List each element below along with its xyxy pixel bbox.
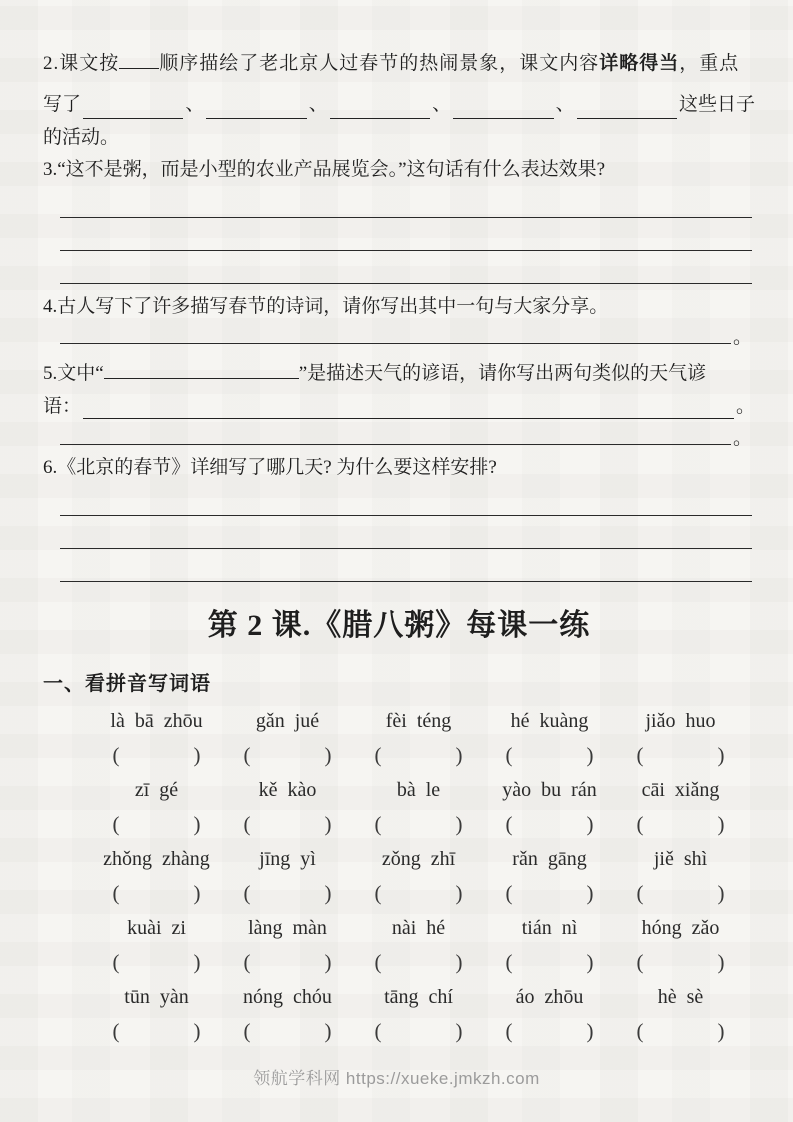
question-3 <box>43 157 755 284</box>
list-separator: 、 <box>432 94 452 115</box>
paren-close: ) <box>586 812 594 836</box>
answer-parentheses <box>637 808 725 840</box>
line-period: 。 <box>732 327 752 348</box>
pinyin-item <box>91 978 222 1047</box>
answer-line <box>60 320 752 348</box>
answer-parentheses <box>113 1015 201 1047</box>
question-6-text: 6.《北京的春节》详细写了哪几天? 为什么要这样安排? <box>43 457 497 478</box>
paren-close: ) <box>717 812 725 836</box>
pinyin-item <box>353 702 484 771</box>
answer-parentheses <box>506 946 594 978</box>
pinyin-item <box>484 909 615 978</box>
question-4 <box>43 294 755 348</box>
answer-parentheses <box>375 739 463 771</box>
paren-open: ( <box>505 950 513 974</box>
answer-parentheses <box>637 739 725 771</box>
question-2-line-3 <box>43 125 755 151</box>
paren-close: ) <box>586 1019 594 1043</box>
paren-open: ( <box>243 1019 251 1043</box>
paren-close: ) <box>717 950 725 974</box>
pinyin-text: tāng chí <box>384 986 453 1008</box>
paren-open: ( <box>243 743 251 767</box>
q5-text-end: 是描述天气的谚语，请你写出两句类似的天气谚 <box>307 363 707 384</box>
paren-open: ( <box>243 812 251 836</box>
pinyin-item <box>615 909 746 978</box>
paren-open: ( <box>112 812 120 836</box>
pinyin-text: nóng chóu <box>243 986 332 1008</box>
pinyin-text: zhǒng zhàng <box>103 848 210 870</box>
question-2-line-1 <box>43 48 755 77</box>
pinyin-item <box>91 771 222 840</box>
paren-open: ( <box>636 812 644 836</box>
paren-close: ) <box>324 743 332 767</box>
answer-parentheses <box>244 739 332 771</box>
fill-in-blank <box>104 358 299 379</box>
paren-open: ( <box>636 743 644 767</box>
pinyin-text: làng màn <box>248 917 327 939</box>
pinyin-text: jiǎo huo <box>645 710 716 732</box>
answer-line <box>60 419 752 449</box>
paren-close: ) <box>586 950 594 974</box>
answer-parentheses <box>637 946 725 978</box>
q2-bold-phrase: 详略得当 <box>599 53 680 74</box>
answer-parentheses <box>506 808 594 840</box>
fill-in-blank <box>119 48 159 69</box>
question-2 <box>43 48 755 151</box>
pinyin-item <box>222 978 353 1047</box>
paren-open: ( <box>636 1019 644 1043</box>
fill-in-blank <box>83 397 734 419</box>
paren-open: ( <box>112 1019 120 1043</box>
paren-open: ( <box>636 881 644 905</box>
list-separator: 、 <box>555 94 575 115</box>
answer-rule <box>60 320 731 344</box>
line-period: 。 <box>732 428 752 449</box>
paren-close: ) <box>193 812 201 836</box>
paren-close: ) <box>717 881 725 905</box>
pinyin-text: kuài zi <box>127 917 186 939</box>
pinyin-item <box>353 978 484 1047</box>
pinyin-item <box>222 909 353 978</box>
pinyin-item <box>91 909 222 978</box>
answer-rule <box>60 419 731 445</box>
pinyin-item <box>353 771 484 840</box>
pinyin-text: hé kuàng <box>510 710 589 732</box>
question-5-line-2 <box>43 395 755 419</box>
question-2-line-2 <box>43 91 755 119</box>
pinyin-text: zī gé <box>134 779 179 801</box>
paren-open: ( <box>112 881 120 905</box>
paren-open: ( <box>505 812 513 836</box>
paren-open: ( <box>374 881 382 905</box>
q2-text-mid: 顺序描绘了老北京人过春节的热闹景象，课文内容 <box>159 53 600 74</box>
paren-open: ( <box>374 950 382 974</box>
answer-parentheses <box>375 808 463 840</box>
answer-parentheses <box>244 877 332 909</box>
fill-in-blank <box>453 98 553 119</box>
watermark-text: 领航学科网 https://xueke.jmkzh.com <box>253 1069 540 1088</box>
line-period: 。 <box>735 396 755 417</box>
paren-open: ( <box>374 743 382 767</box>
answer-line <box>60 483 752 516</box>
paren-close: ) <box>324 950 332 974</box>
pinyin-text: tián nì <box>521 917 578 939</box>
answer-parentheses <box>113 946 201 978</box>
answer-line <box>60 549 752 582</box>
paren-open: ( <box>243 881 251 905</box>
pinyin-text: yào bu rán <box>502 779 597 801</box>
pinyin-text: bà le <box>396 779 441 801</box>
pinyin-text: hè sè <box>657 986 704 1008</box>
pinyin-text: jiě shì <box>653 848 708 870</box>
pinyin-text: áo zhōu <box>515 986 584 1008</box>
pinyin-text: là bā zhōu <box>110 710 203 732</box>
answer-line <box>60 516 752 549</box>
pinyin-text: fèi téng <box>385 710 452 732</box>
paren-open: ( <box>636 950 644 974</box>
question-5-line-1 <box>43 358 755 387</box>
paren-open: ( <box>112 950 120 974</box>
watermark-footer <box>0 1064 793 1089</box>
list-separator: 、 <box>308 94 328 115</box>
section-1-header: 一、看拼音写词语 <box>43 673 211 695</box>
fill-in-blank <box>206 98 306 119</box>
answer-line <box>60 185 752 218</box>
paren-close: ) <box>455 950 463 974</box>
q5-line2-prefix: 语： <box>43 396 82 417</box>
q5-text-start: 5.文中 <box>43 363 96 384</box>
paren-close: ) <box>717 1019 725 1043</box>
pinyin-text: tūn yàn <box>124 986 189 1008</box>
pinyin-word-grid <box>91 702 746 1047</box>
question-3-text: 3.“这不是粥，而是小型的农业产品展览会。”这句话有什么表达效果? <box>43 159 606 180</box>
pinyin-item <box>91 840 222 909</box>
pinyin-item <box>222 840 353 909</box>
fill-in-blank <box>83 98 183 119</box>
paren-close: ) <box>324 1019 332 1043</box>
question-6 <box>43 455 755 582</box>
fill-in-blank <box>330 98 430 119</box>
paren-close: ) <box>455 812 463 836</box>
answer-parentheses <box>375 946 463 978</box>
paren-close: ) <box>586 743 594 767</box>
pinyin-text: hóng zǎo <box>641 917 720 939</box>
answer-parentheses <box>244 1015 332 1047</box>
paren-open: ( <box>112 743 120 767</box>
pinyin-item <box>353 909 484 978</box>
paren-close: ) <box>586 881 594 905</box>
paren-open: ( <box>505 1019 513 1043</box>
paren-open: ( <box>505 881 513 905</box>
pinyin-item <box>91 702 222 771</box>
paren-close: ) <box>455 1019 463 1043</box>
pinyin-item <box>484 771 615 840</box>
paren-open: ( <box>505 743 513 767</box>
pinyin-text: rǎn gāng <box>512 848 587 870</box>
pinyin-item <box>484 840 615 909</box>
pinyin-text: kě kào <box>258 779 317 801</box>
pinyin-item <box>615 702 746 771</box>
pinyin-item <box>222 771 353 840</box>
pinyin-item <box>484 702 615 771</box>
question-5 <box>43 358 755 449</box>
paren-open: ( <box>374 812 382 836</box>
answer-parentheses <box>375 877 463 909</box>
answer-parentheses <box>637 1015 725 1047</box>
q2-line2-prefix: 写了 <box>43 94 82 115</box>
question-4-text: 4.古人写下了许多描写春节的诗词，请你写出其中一句与大家分享。 <box>43 296 609 317</box>
answer-parentheses <box>113 808 201 840</box>
pinyin-text: nài hé <box>391 917 446 939</box>
q2-text-start: 2.课文按 <box>43 53 120 74</box>
paren-close: ) <box>324 812 332 836</box>
pinyin-item <box>615 978 746 1047</box>
paren-close: ) <box>455 743 463 767</box>
answer-line <box>60 218 752 251</box>
q2-line2-suffix: 这些日子 <box>678 94 755 115</box>
lesson-2-title: 第 2 课.《腊八粥》每课一练 <box>207 609 591 642</box>
q2-text-end: ，重点 <box>679 53 740 74</box>
fill-in-blank <box>577 98 677 119</box>
paren-close: ) <box>193 950 201 974</box>
answer-parentheses <box>637 877 725 909</box>
close-quote: ” <box>298 363 308 384</box>
pinyin-text: zǒng zhī <box>381 848 456 870</box>
paren-close: ) <box>717 743 725 767</box>
pinyin-text: cāi xiǎng <box>641 779 720 801</box>
pinyin-text: gǎn jué <box>255 710 320 732</box>
answer-line <box>60 251 752 284</box>
answer-parentheses <box>375 1015 463 1047</box>
pinyin-item <box>222 702 353 771</box>
paren-close: ) <box>193 881 201 905</box>
pinyin-item <box>615 771 746 840</box>
paren-close: ) <box>193 743 201 767</box>
list-separator: 、 <box>185 94 205 115</box>
paren-close: ) <box>455 881 463 905</box>
answer-parentheses <box>244 808 332 840</box>
answer-parentheses <box>113 739 201 771</box>
answer-parentheses <box>506 739 594 771</box>
pinyin-item <box>484 978 615 1047</box>
paren-open: ( <box>243 950 251 974</box>
paren-open: ( <box>374 1019 382 1043</box>
pinyin-text: jīng yì <box>259 848 316 870</box>
paren-close: ) <box>193 1019 201 1043</box>
pinyin-item <box>615 840 746 909</box>
answer-parentheses <box>244 946 332 978</box>
answer-parentheses <box>506 1015 594 1047</box>
answer-parentheses <box>506 877 594 909</box>
q2-line3-text: 的活动。 <box>43 127 120 148</box>
open-quote: “ <box>95 363 104 384</box>
pinyin-item <box>353 840 484 909</box>
answer-parentheses <box>113 877 201 909</box>
paren-close: ) <box>324 881 332 905</box>
